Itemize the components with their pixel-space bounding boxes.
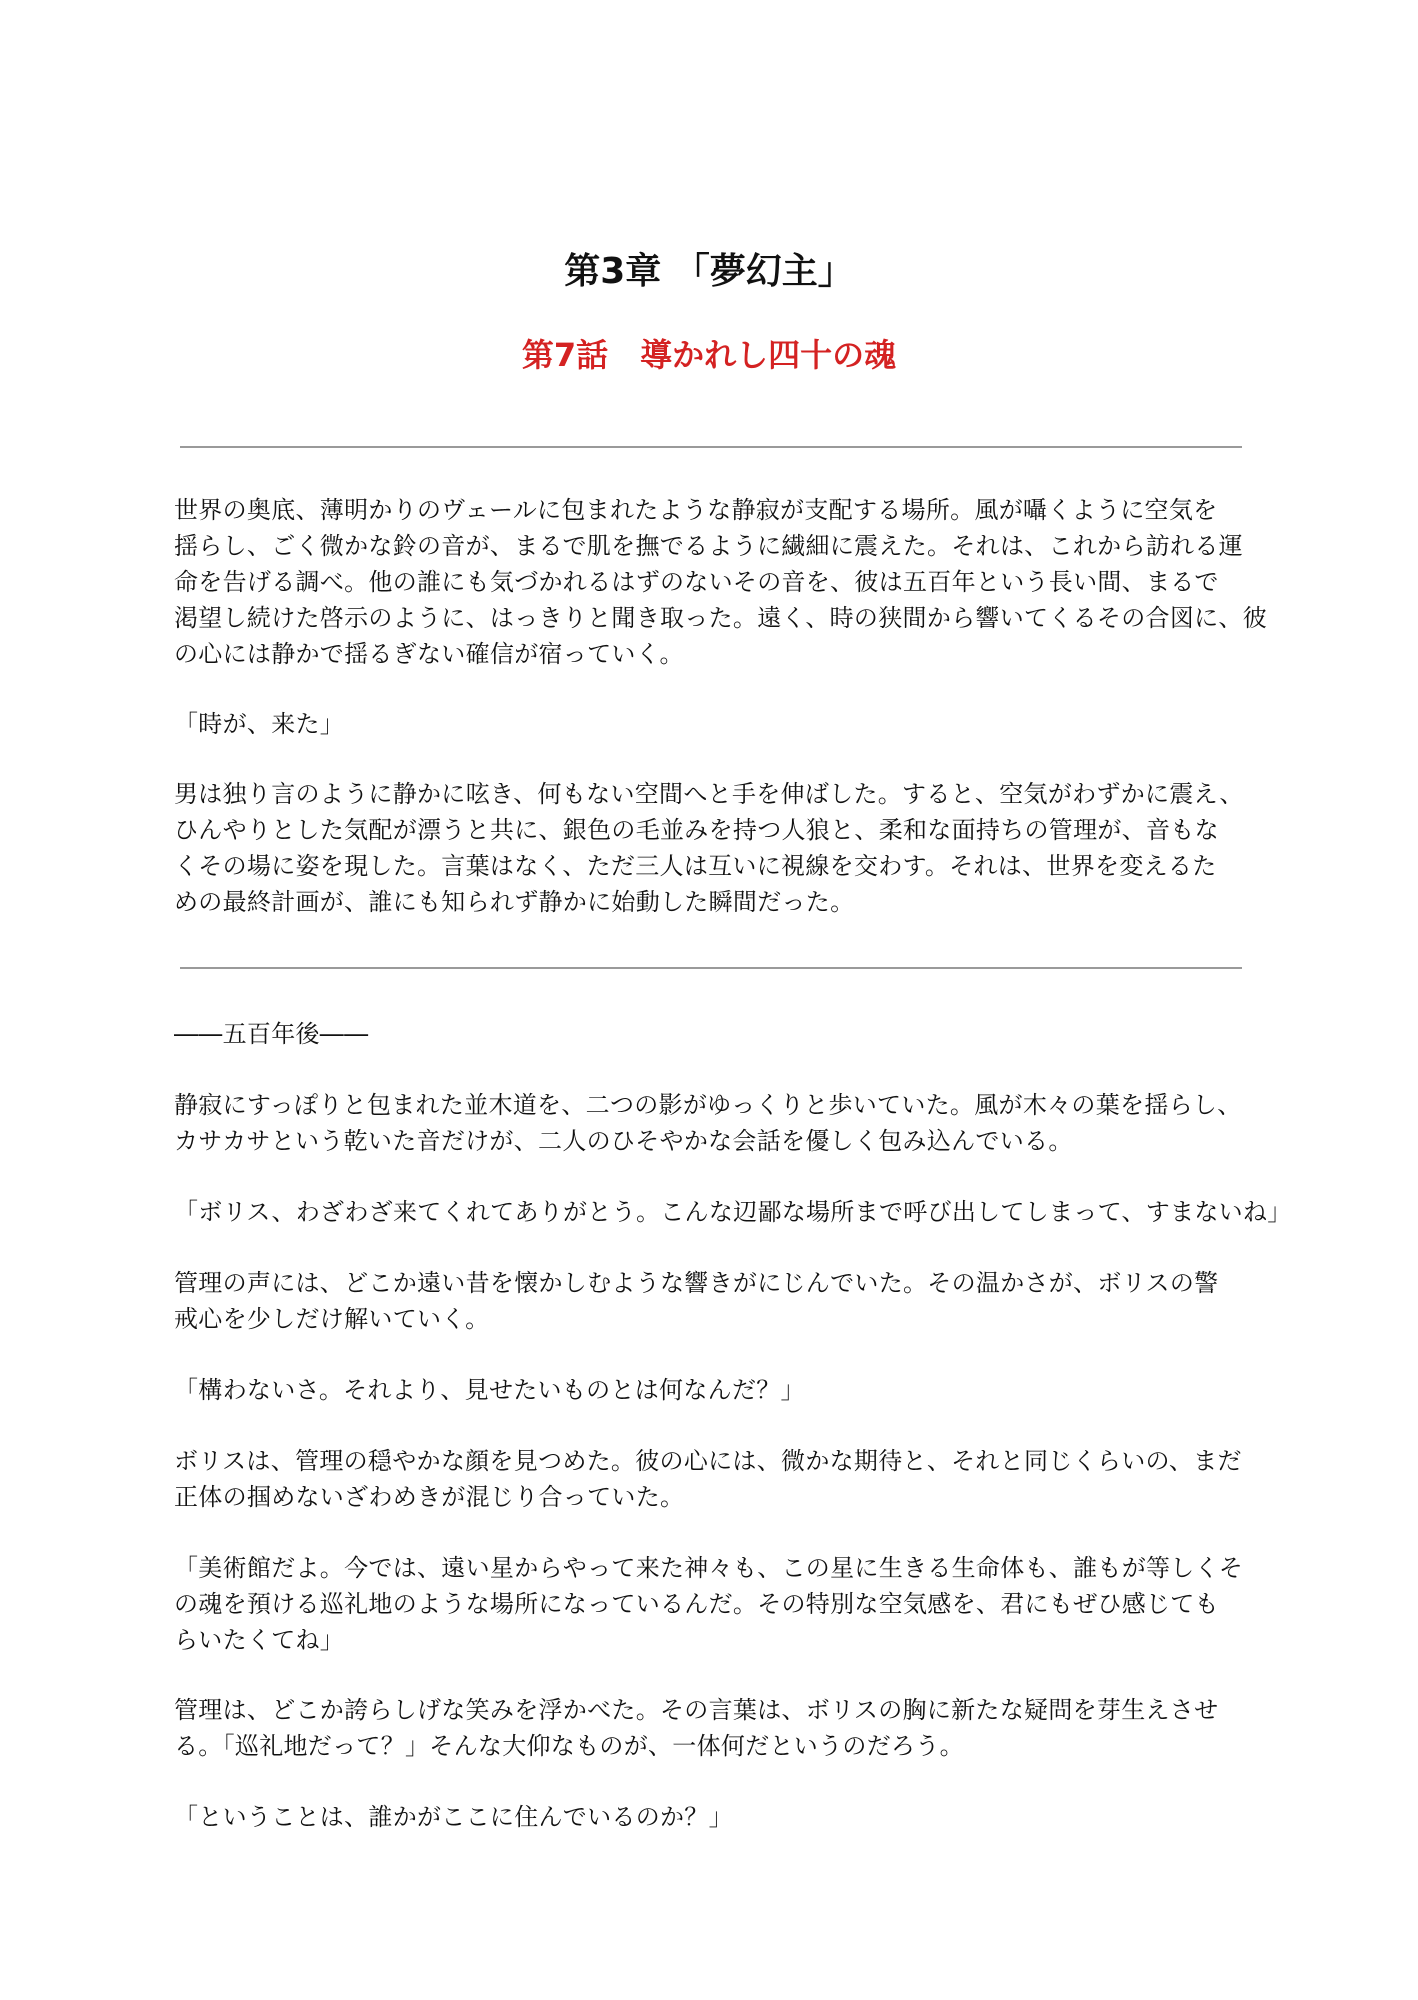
time-marker xyxy=(174,1016,1246,1052)
text-line: カサカサという乾いた音だけが、二人のひそやかな会話を優しく包み込んでいる。 xyxy=(174,1127,1073,1155)
text-line: 「ボリス、わざわざ来てくれてありがとう。こんな辺鄙な場所まで呼び出してしまって、すまないね」 xyxy=(174,1198,1292,1226)
text-line: 管理の声には、どこか遠い昔を懐かしむような響きがにじんでいた。その温かさが、ボリスの警 xyxy=(174,1269,1219,1297)
paragraph-boris-looks xyxy=(174,1443,1246,1515)
text-line: 「ということは、誰かがここに住んでいるのか？」 xyxy=(174,1803,733,1831)
paragraph-manager-smile xyxy=(174,1692,1246,1764)
text-line: る。「巡礼地だって？」そんな大仰なものが、一体何だというのだろう。 xyxy=(174,1732,964,1760)
text-line: 「構わないさ。それより、見せたいものとは何なんだ？」 xyxy=(174,1376,805,1404)
dialogue-time-has-come xyxy=(174,706,1246,742)
text-line: くその場に姿を現した。言葉はなく、ただ三人は互いに視線を交わす。それは、世界を変えるた xyxy=(174,852,1217,880)
section-divider xyxy=(180,967,1242,969)
paragraph-manager-voice xyxy=(174,1265,1246,1337)
chapter-title: 第3章 「夢幻主」 xyxy=(564,251,854,292)
text-line: ひんやりとした気配が漂うと共に、銀色の毛並みを持つ人狼と、柔和な面持ちの管理が、音もな xyxy=(174,816,1219,844)
text-line: の心には静かで揺るぎない確信が宿っていく。 xyxy=(174,640,684,668)
text-line: 渇望し続けた啓示のように、はっきりと聞き取った。遠く、時の狭間から響いてくるその合図に、彼 xyxy=(174,604,1268,632)
paragraph-opening xyxy=(174,492,1268,672)
dialogue-museum xyxy=(174,1550,1246,1658)
dialogue-what-to-show xyxy=(174,1372,1246,1408)
text-line: 揺らし、ごく微かな鈴の音が、まるで肌を撫でるように繊細に震えた。それは、これから訪れる運 xyxy=(174,532,1243,560)
text-line: 戒心を少しだけ解いていく。 xyxy=(174,1305,490,1333)
text-line: ――五百年後―― xyxy=(174,1020,369,1048)
section-divider xyxy=(180,446,1242,448)
text-line: の魂を預ける巡礼地のような場所になっているんだ。その特別な空気感を、君にもぜひ感じても xyxy=(174,1590,1219,1618)
text-line: 静寂にすっぽりと包まれた並木道を、二つの影がゆっくりと歩いていた。風が木々の葉を揺らし、 xyxy=(174,1091,1242,1119)
dialogue-someone-lives-here xyxy=(174,1799,1246,1835)
paragraph-avenue xyxy=(174,1087,1246,1159)
text-line: 管理は、どこか誇らしげな笑みを浮かべた。その言葉は、ボリスの胸に新たな疑問を芽生えさせ xyxy=(174,1696,1219,1724)
paragraph-plan-begins xyxy=(174,776,1246,920)
text-line: 命を告げる調べ。他の誰にも気づかれるはずのないその音を、彼は五百年という長い間、まるで xyxy=(174,568,1219,596)
text-line: 「時が、来た」 xyxy=(174,710,345,738)
text-line: ボリスは、管理の穏やかな顔を見つめた。彼の心には、微かな期待と、それと同じくらいの、まだ xyxy=(174,1447,1242,1475)
text-line: めの最終計画が、誰にも知られず静かに始動した瞬間だった。 xyxy=(174,888,855,916)
text-line: らいたくてね」 xyxy=(174,1626,345,1654)
text-line: 正体の掴めないざわめきが混じり合っていた。 xyxy=(174,1483,685,1511)
dialogue-thanks-boris xyxy=(174,1194,1292,1230)
text-line: 男は独り言のように静かに呟き、何もない空間へと手を伸ばした。すると、空気がわずかに震え、 xyxy=(174,780,1244,808)
text-line: 「美術館だよ。今では、遠い星からやって来た神々も、この星に生きる生命体も、誰もが等しくそ xyxy=(174,1554,1244,1582)
episode-title: 第7話 導かれし四十の魂 xyxy=(521,336,897,374)
text-line: 世界の奥底、薄明かりのヴェールに包まれたような静寂が支配する場所。風が囁くように空気を xyxy=(174,496,1218,524)
